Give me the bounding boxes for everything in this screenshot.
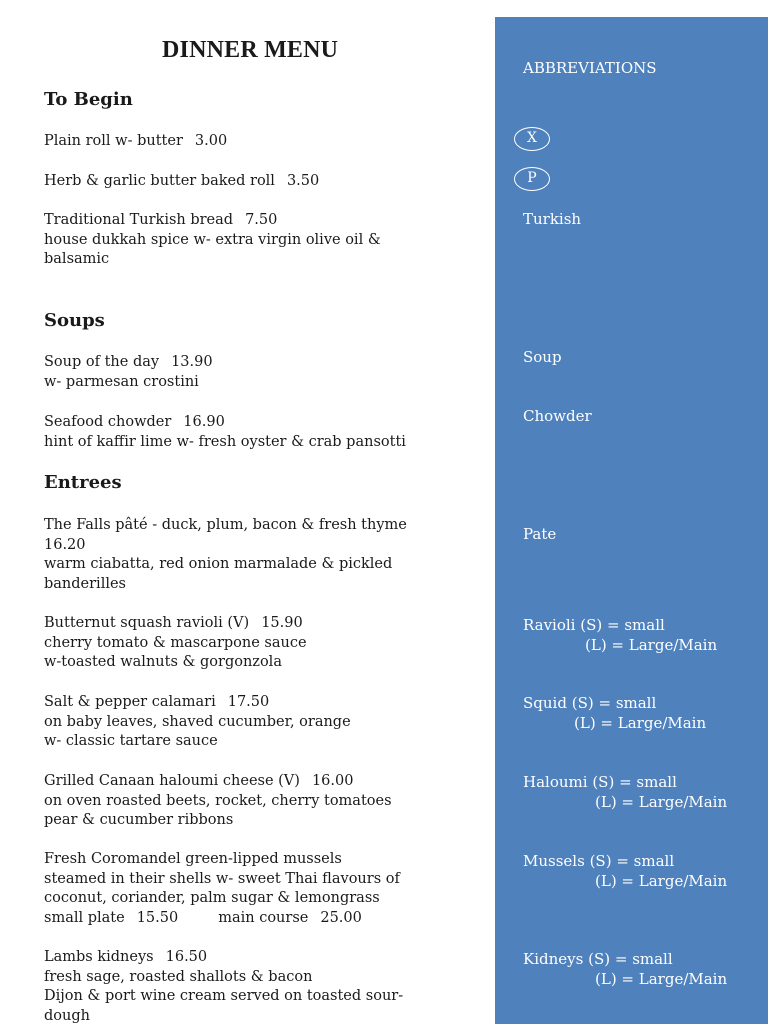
- item-name: Salt & pepper calamari: [44, 694, 216, 710]
- item-description: w- classic tartare sauce: [44, 733, 218, 750]
- abbr-name: Kidneys: [523, 950, 584, 968]
- abbr-small: (S) = small: [571, 694, 657, 712]
- abbr-name: Haloumi: [523, 773, 588, 791]
- abbreviations-panel: [495, 17, 768, 1024]
- abbr-small: (S) = small: [589, 852, 675, 870]
- menu-item-plain-roll: [44, 132, 474, 152]
- item-description: coconut, coriander, palm sugar & lemongrass: [44, 890, 380, 907]
- abbr-kidneys: [523, 950, 727, 989]
- item-name: Butternut squash ravioli (V): [44, 615, 250, 631]
- abbr-name: Mussels: [523, 852, 585, 870]
- item-name: Plain roll w- butter: [44, 133, 183, 149]
- item-price: 3.00: [194, 133, 228, 149]
- item-name: Fresh Coromandel green-lipped mussels: [44, 851, 342, 867]
- item-name: Soup of the day: [44, 354, 160, 370]
- item-description: w-toasted walnuts & gorgonzola: [44, 654, 282, 671]
- menu-item-herb-garlic-roll: [44, 172, 474, 192]
- section-heading-entrees: Entrees: [44, 472, 122, 493]
- abbr-ravioli: [523, 616, 717, 655]
- item-price: 7.50: [245, 212, 278, 228]
- item-name: Lambs kidneys: [44, 949, 154, 965]
- menu-item-seafood-chowder: [44, 413, 474, 452]
- item-description: on oven roasted beets, rocket, cherry tomatoes: [44, 792, 392, 809]
- abbreviations-heading: ABBREVIATIONS: [523, 59, 657, 77]
- menu-item-mussels: [44, 850, 474, 928]
- item-price: 16.90: [183, 414, 225, 430]
- item-description: on baby leaves, shaved cucumber, orange: [44, 713, 351, 730]
- menu-item-pate: [44, 516, 474, 594]
- item-price: 3.50: [286, 173, 320, 189]
- item-name: Seafood chowder: [44, 414, 172, 430]
- item-price: 16.00: [311, 773, 354, 789]
- abbr-large: (L) = Large/Main: [595, 792, 728, 811]
- abbr-small: (S) = small: [580, 616, 665, 634]
- abbr-pate: Pate: [523, 525, 557, 543]
- abbr-small: (S) = small: [592, 773, 677, 791]
- abbr-large: (L) = Large/Main: [574, 713, 707, 732]
- item-price: 16.50: [165, 949, 208, 965]
- abbr-large: (L) = Large/Main: [595, 969, 728, 988]
- menu-title: DINNER MENU: [162, 37, 339, 63]
- abbr-small: (S) = small: [588, 950, 673, 968]
- abbr-soup: Soup: [523, 348, 562, 366]
- item-description: banderilles: [44, 575, 126, 592]
- menu-item-soup-of-the-day: [44, 353, 474, 392]
- item-description: dough: [44, 1007, 90, 1024]
- abbr-chowder: Chowder: [523, 407, 592, 425]
- item-description: pear & cucumber ribbons: [44, 812, 234, 829]
- item-description: w- parmesan crostini: [44, 373, 199, 390]
- main-course-label: main course: [218, 909, 309, 926]
- section-heading-to-begin: To Begin: [44, 89, 133, 110]
- abbr-mussels: [523, 852, 727, 891]
- p-symbol-ellipse: P: [514, 167, 550, 191]
- abbr-squid: [523, 694, 706, 733]
- item-description: fresh sage, roasted shallots & bacon: [44, 968, 313, 985]
- small-plate-price: 15.50: [136, 909, 179, 926]
- item-description: cherry tomato & mascarpone sauce: [44, 634, 307, 651]
- item-price: 17.50: [227, 694, 270, 710]
- item-name: Traditional Turkish bread: [44, 212, 234, 228]
- item-name: The Falls pâté - duck, plum, bacon & fresh thyme: [44, 517, 407, 533]
- item-description: hint of kaffir lime w- fresh oyster & crab pansotti: [44, 433, 406, 450]
- small-plate-label: small plate: [44, 909, 125, 926]
- item-name: Grilled Canaan haloumi cheese (V): [44, 773, 300, 789]
- menu-item-turkish-bread: [44, 211, 474, 270]
- x-symbol-ellipse: X: [514, 127, 550, 151]
- item-name: Herb & garlic butter baked roll: [44, 173, 275, 189]
- item-description: house dukkah spice w- extra virgin olive oil &: [44, 231, 381, 248]
- main-course-price: 25.00: [320, 909, 362, 926]
- item-price: 13.90: [171, 354, 213, 370]
- abbr-name: Ravioli: [523, 616, 576, 634]
- abbr-large: (L) = Large/Main: [595, 871, 728, 890]
- item-description: Dijon & port wine cream served on toasted sour-: [44, 988, 404, 1005]
- section-heading-soups: Soups: [44, 310, 105, 331]
- item-description: warm ciabatta, red onion marmalade & pickled: [44, 556, 393, 573]
- menu-item-ravioli: [44, 614, 474, 673]
- item-description: balsamic: [44, 251, 110, 268]
- abbr-haloumi: [523, 773, 727, 812]
- menu-item-lambs-kidneys: [44, 948, 474, 1026]
- abbr-turkish: Turkish: [523, 210, 582, 228]
- item-description: steamed in their shells w- sweet Thai flavours of: [44, 870, 400, 887]
- abbr-large: (L) = Large/Main: [585, 635, 718, 654]
- abbr-name: Squid: [523, 694, 567, 712]
- menu-item-calamari: [44, 693, 474, 752]
- item-price: 15.90: [261, 615, 303, 631]
- item-price: 16.20: [44, 536, 86, 553]
- menu-item-haloumi: [44, 772, 474, 831]
